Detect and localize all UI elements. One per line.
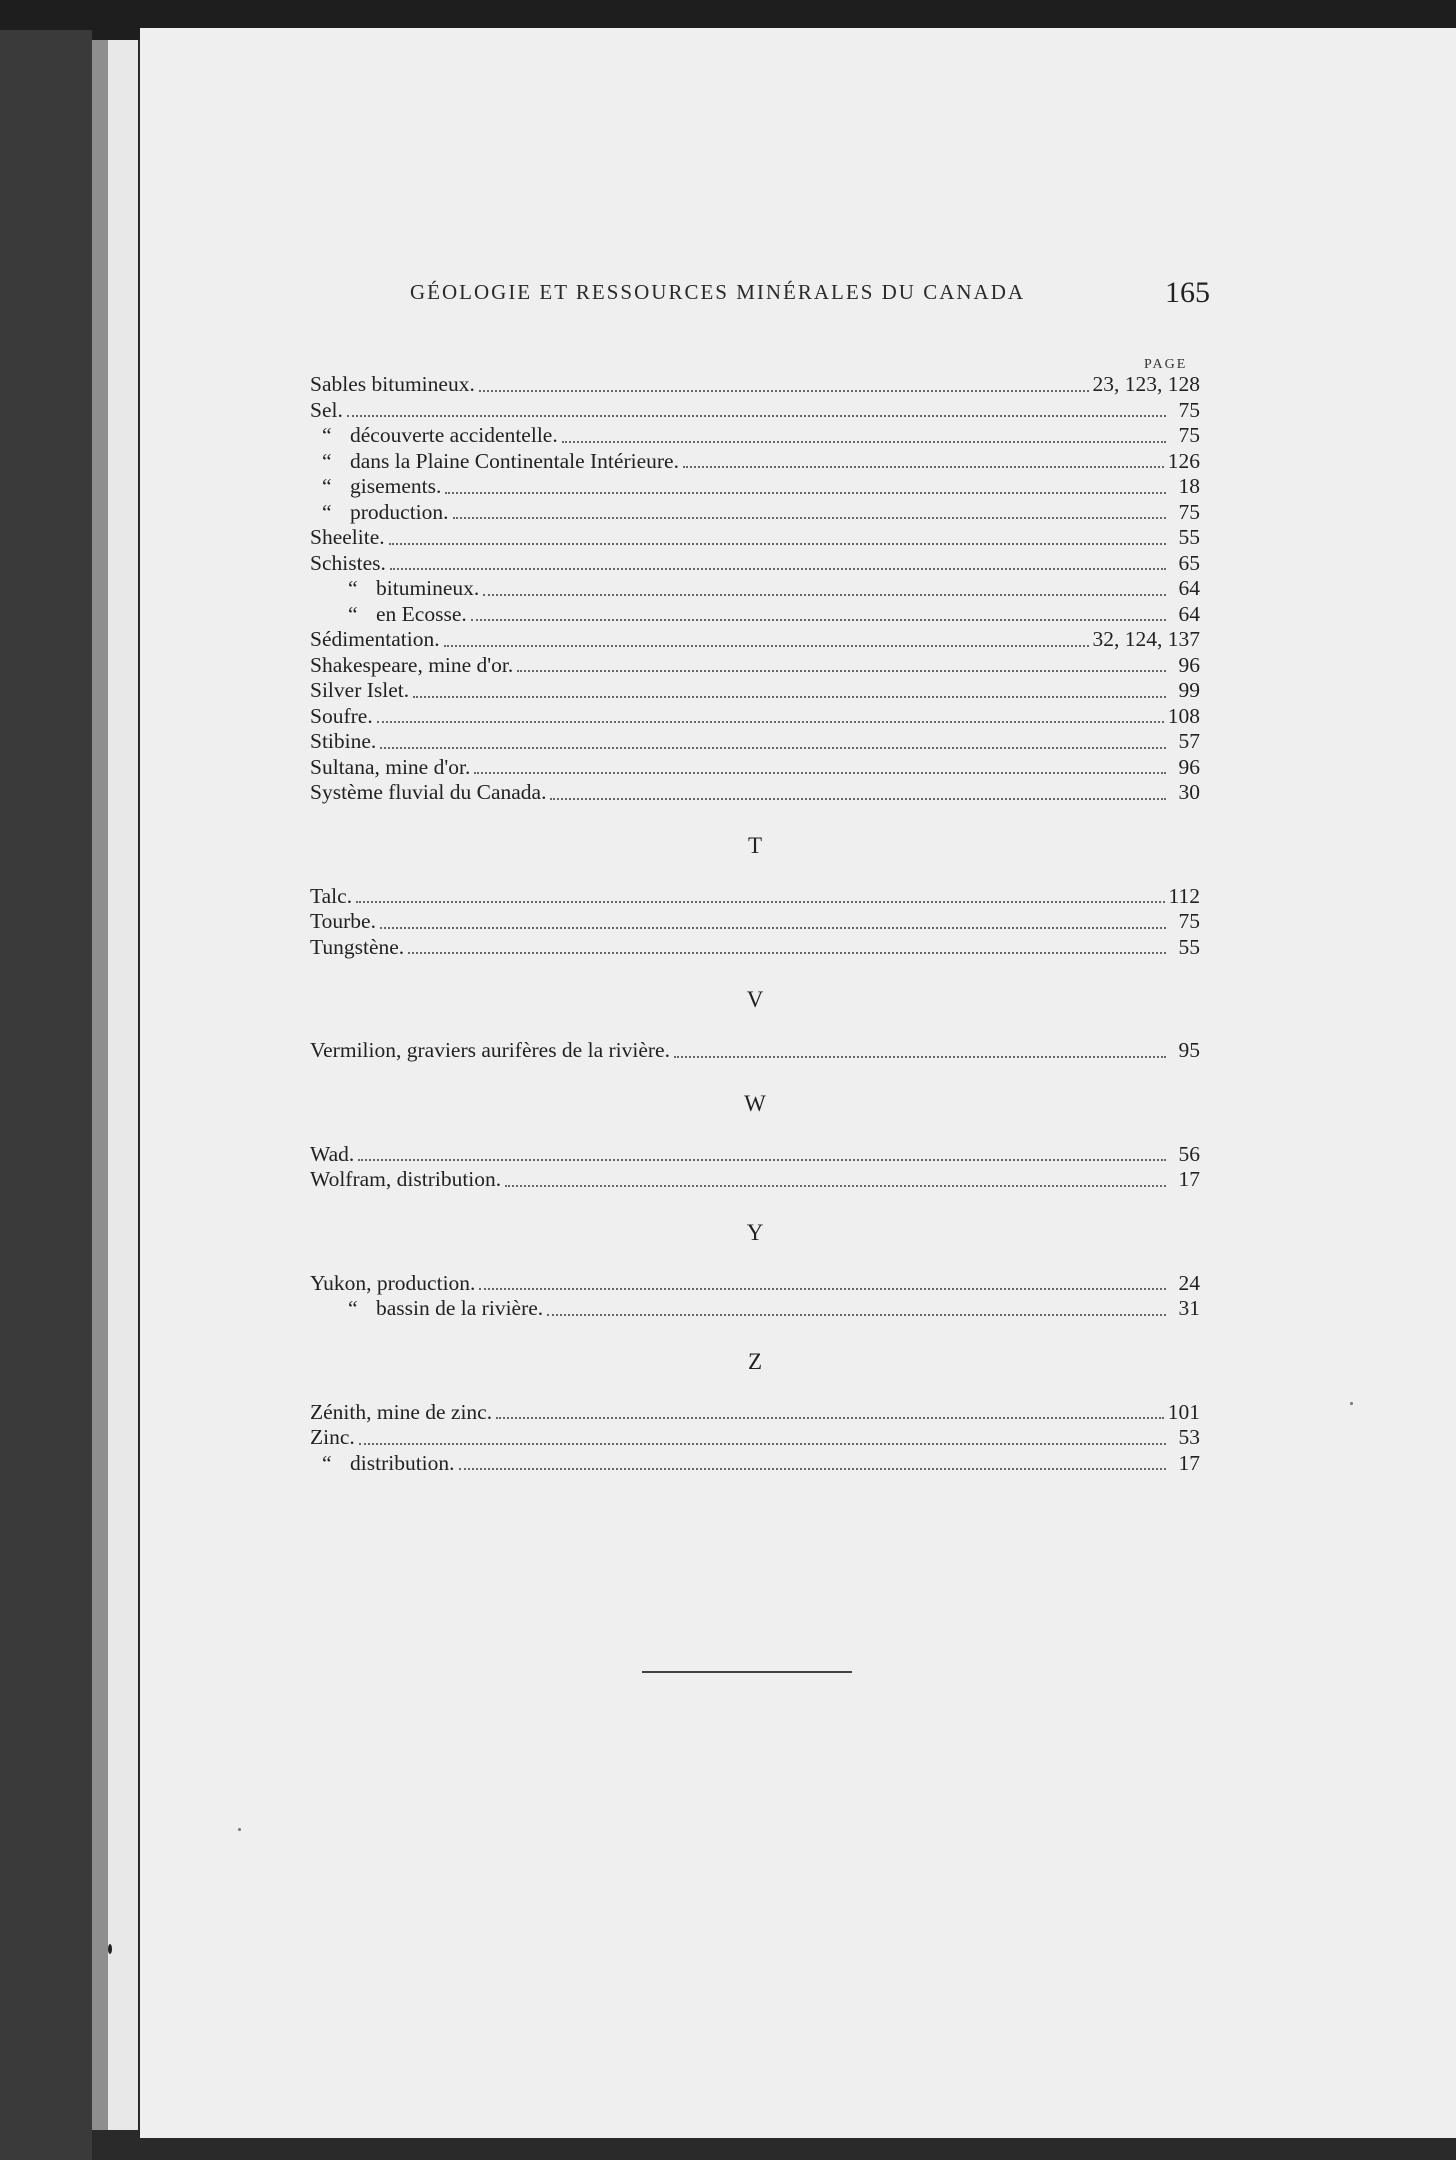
dot-leader: [505, 1185, 1166, 1187]
index-entry-text: [310, 1142, 354, 1167]
index-entry-term: bassin de la rivière.: [376, 1296, 544, 1320]
index-entry-page: 75: [1178, 397, 1200, 422]
index-entry-page: 30: [1178, 780, 1200, 804]
index-entry-page: 64: [1178, 601, 1200, 626]
ditto-mark: “: [322, 448, 332, 473]
index-entry: [310, 729, 1200, 755]
index-entry-text: [310, 1271, 475, 1296]
dot-leader: [413, 696, 1166, 698]
index-entry-term: Sel.: [310, 397, 343, 422]
index-entry-term: en Ecosse.: [376, 601, 467, 626]
dot-leader: [390, 568, 1166, 570]
scan-speck: [1350, 1402, 1353, 1405]
index-entry-text: [310, 449, 679, 474]
index-entry-page: 23, 123, 128: [1092, 372, 1200, 396]
index-entry-term: Schistes.: [310, 550, 386, 575]
index-entry: [310, 602, 1200, 628]
index-entry-term: Silver Islet.: [310, 678, 410, 702]
index-list: [310, 372, 1200, 1476]
index-entry-text: [310, 372, 475, 397]
index-entry-page: 75: [1178, 909, 1200, 933]
index-entry-term: Wad.: [310, 1141, 355, 1166]
dot-leader: [550, 798, 1166, 800]
index-entry-page: 31: [1178, 1296, 1200, 1320]
index-entry-text: [310, 500, 449, 525]
index-entry-page: 95: [1178, 1038, 1200, 1062]
index-entry-text: [310, 1038, 670, 1063]
index-entry-text: [310, 1296, 543, 1321]
index-entry-term: Yukon, production.: [310, 1270, 476, 1295]
index-entry-text: [310, 678, 409, 703]
dot-leader: [459, 1468, 1166, 1470]
dot-leader: [356, 901, 1164, 903]
dot-leader: [547, 1314, 1166, 1316]
dot-leader: [479, 390, 1089, 392]
index-entry: [310, 935, 1200, 961]
index-entry-text: [310, 423, 558, 448]
dot-leader: [471, 619, 1166, 621]
index-entry-page: 56: [1178, 1141, 1200, 1166]
index-entry-page: 24: [1178, 1270, 1200, 1295]
index-entry-term: Tourbe.: [310, 909, 376, 933]
section-letter: V: [746, 987, 764, 1012]
section-letter: T: [747, 832, 763, 858]
index-entry-text: [310, 474, 441, 499]
index-entry-text: [310, 398, 343, 423]
index-entry: [310, 1167, 1200, 1193]
section-letter: Y: [746, 1219, 764, 1245]
index-entry-page: 17: [1178, 1450, 1200, 1475]
index-entry-page: 108: [1167, 703, 1200, 728]
scan-speck: [238, 1828, 241, 1831]
index-entry-page: 17: [1178, 1167, 1200, 1191]
index-entry-term: Shakespeare, mine d'or.: [310, 652, 514, 677]
index-entry-term: Sables bitumineux.: [310, 372, 475, 396]
index-entry-page: 96: [1178, 754, 1200, 779]
index-entry-text: [310, 729, 376, 754]
index-entry: [310, 627, 1200, 653]
dot-leader: [358, 1159, 1166, 1161]
ditto-mark: “: [322, 474, 332, 498]
index-entry-page: 101: [1167, 1399, 1200, 1424]
running-header-title: GÉOLOGIE ET RESSOURCES MINÉRALES DU CANADA: [410, 280, 1026, 304]
index-entry-page: 112: [1168, 883, 1200, 908]
ditto-mark: “: [322, 1450, 332, 1475]
index-entry: [310, 372, 1200, 398]
index-entry-text: [310, 551, 386, 576]
index-entry-text: [310, 653, 513, 678]
index-entry-term: Sheelite.: [310, 525, 385, 549]
dot-leader: [483, 594, 1166, 596]
index-entry-term: Zénith, mine de zinc.: [310, 1399, 493, 1424]
index-entry-text: [310, 1451, 455, 1476]
index-entry-term: Sédimentation.: [310, 627, 440, 651]
index-entry-term: Vermilion, graviers aurifères de la rivière.: [310, 1038, 670, 1062]
end-rule: [642, 1671, 852, 1673]
index-entry-text: [310, 576, 479, 601]
index-entry-term: Zinc.: [310, 1425, 355, 1449]
index-entry-page: 75: [1178, 499, 1200, 524]
index-entry-term: distribution.: [350, 1450, 455, 1475]
dot-leader: [517, 670, 1166, 672]
index-entry: [310, 398, 1200, 424]
dot-leader: [380, 747, 1166, 749]
ditto-mark: “: [348, 1296, 358, 1320]
running-header: [410, 276, 1210, 316]
index-entry: [310, 1425, 1200, 1451]
dot-leader: [496, 1417, 1164, 1419]
index-entry: [310, 755, 1200, 781]
index-entry: [310, 576, 1200, 602]
index-entry: [310, 1451, 1200, 1477]
index-entry-term: bitumineux.: [376, 576, 480, 600]
index-entry-term: Système fluvial du Canada.: [310, 780, 547, 804]
ditto-mark: “: [348, 576, 358, 600]
facing-page-strip: [108, 40, 138, 2130]
dot-leader: [683, 466, 1164, 468]
index-entry: [310, 474, 1200, 500]
index-entry: [310, 1271, 1200, 1297]
page-column-label: PAGE: [1144, 357, 1188, 372]
dot-leader: [408, 952, 1166, 954]
index-entry-text: [310, 525, 385, 550]
index-entry-page: 32, 124, 137: [1092, 627, 1200, 651]
index-entry: [310, 1038, 1200, 1064]
index-entry-term: gisements.: [350, 474, 442, 498]
dot-leader: [389, 543, 1166, 545]
index-entry-term: Stibine.: [310, 729, 377, 753]
index-entry: [310, 653, 1200, 679]
dot-leader: [445, 492, 1166, 494]
index-entry-text: [310, 909, 376, 934]
index-entry-page: 126: [1167, 448, 1200, 473]
index-entry-text: [310, 704, 373, 729]
index-entry: [310, 500, 1200, 526]
index-entry-term: Sultana, mine d'or.: [310, 754, 471, 779]
dot-leader: [444, 645, 1089, 647]
dot-leader: [674, 1056, 1166, 1058]
index-entry-page: 55: [1178, 525, 1200, 549]
index-entry: [310, 884, 1200, 910]
index-entry-text: [310, 627, 440, 652]
index-entry-term: production.: [350, 499, 449, 524]
index-entry-page: 65: [1178, 550, 1200, 575]
index-entry-term: découverte accidentelle.: [350, 423, 558, 447]
index-entry-page: 96: [1178, 652, 1200, 677]
index-entry: [310, 780, 1200, 806]
dot-leader: [562, 441, 1166, 443]
ditto-mark: “: [322, 499, 332, 524]
index-entry-text: [310, 884, 352, 909]
dot-leader: [453, 517, 1166, 519]
index-entry-term: Tungstène.: [310, 934, 405, 959]
index-entry-page: 64: [1178, 576, 1200, 600]
index-entry-page: 57: [1178, 729, 1200, 753]
book-binding: [0, 30, 92, 2160]
index-entry-text: [310, 935, 404, 960]
index-entry-term: dans la Plaine Continentale Intérieure.: [350, 448, 679, 473]
index-entry: [310, 525, 1200, 551]
index-entry: [310, 1296, 1200, 1322]
dot-leader: [377, 721, 1164, 723]
dot-leader: [474, 772, 1166, 774]
dot-leader: [359, 1443, 1166, 1445]
index-entry-page: 18: [1178, 474, 1200, 498]
dot-leader: [347, 415, 1166, 417]
ditto-mark: “: [322, 423, 332, 447]
section-letter: W: [744, 1090, 766, 1116]
index-entry-text: [310, 1425, 355, 1450]
scan-speck: [108, 1944, 112, 1954]
index-entry-text: [310, 602, 467, 627]
index-entry-text: [310, 1400, 492, 1425]
ditto-mark: “: [348, 601, 358, 626]
index-entry: [310, 1400, 1200, 1426]
index-entry-term: Talc.: [310, 883, 353, 908]
index-entry: [310, 423, 1200, 449]
index-entry: [310, 909, 1200, 935]
index-entry-page: 53: [1178, 1425, 1200, 1449]
index-entry: [310, 1142, 1200, 1168]
page-number: 165: [1165, 276, 1210, 309]
section-letter: Z: [747, 1348, 763, 1374]
index-entry: [310, 449, 1200, 475]
index-entry-page: 99: [1178, 678, 1200, 702]
index-entry: [310, 678, 1200, 704]
index-entry-text: [310, 755, 470, 780]
index-entry-text: [310, 780, 546, 805]
index-entry-term: Soufre.: [310, 703, 373, 728]
dot-leader: [479, 1288, 1166, 1290]
index-entry-page: 55: [1178, 934, 1200, 959]
dot-leader: [380, 927, 1166, 929]
index-entry: [310, 551, 1200, 577]
index-entry: [310, 704, 1200, 730]
index-entry-page: 75: [1178, 423, 1200, 447]
index-entry-term: Wolfram, distribution.: [310, 1167, 502, 1191]
index-entry-text: [310, 1167, 501, 1192]
